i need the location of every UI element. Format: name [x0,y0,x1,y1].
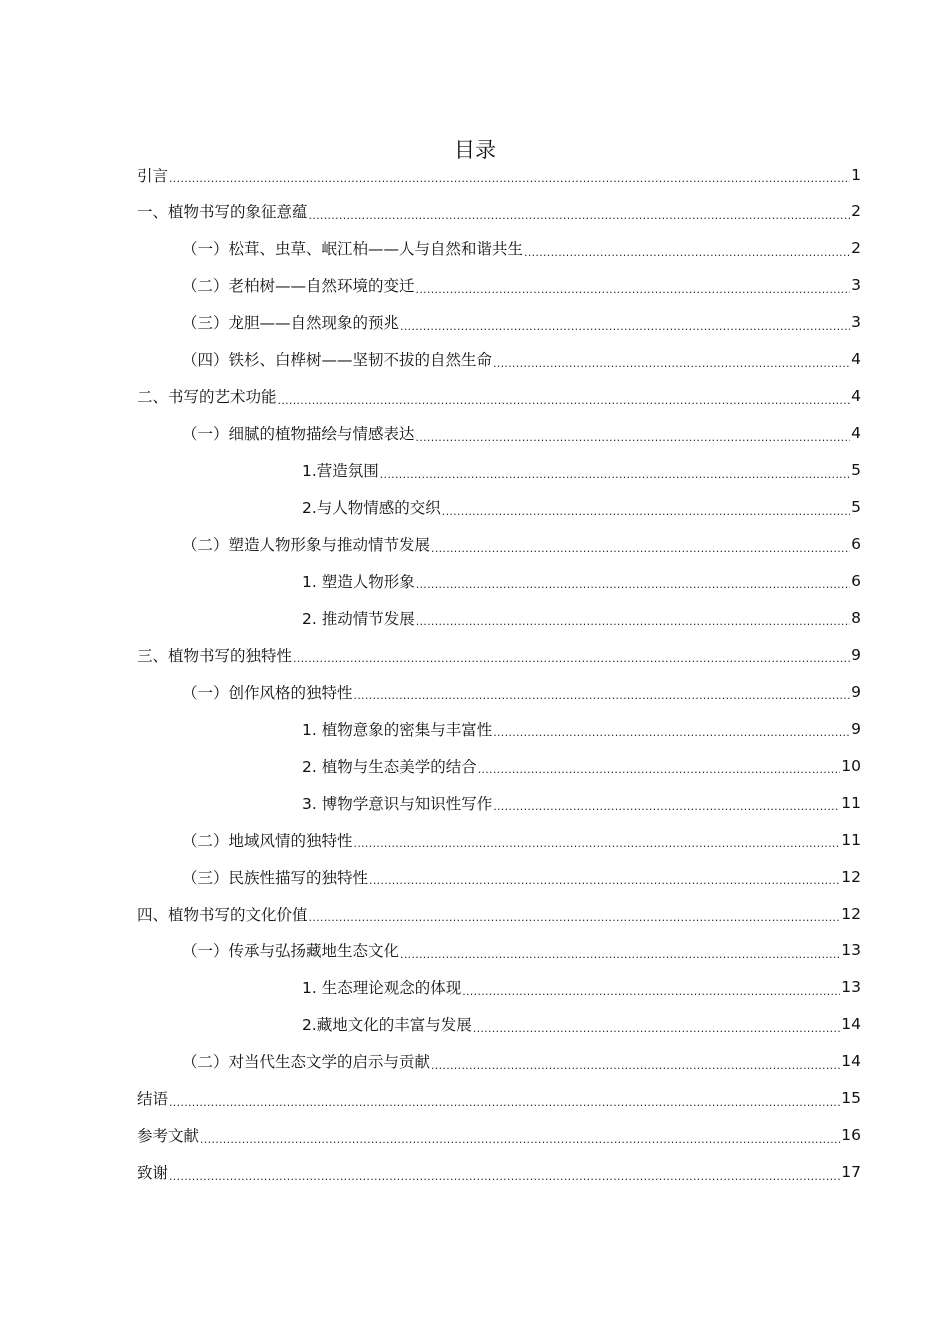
toc-dot-leader [200,1133,840,1146]
toc-entry-number: （三） [182,868,229,887]
toc-dot-leader [473,1022,840,1035]
toc-entry[interactable] [137,1043,861,1080]
toc-entry-title: 书写的艺术功能 [168,388,277,407]
toc-entry[interactable] [137,932,861,969]
toc-dot-leader [309,911,841,924]
toc-dot-leader [293,652,850,665]
toc-entry[interactable] [137,526,861,563]
toc-entry-title: 1. 植物意象的密集与丰富性 [302,720,493,739]
toc-entry-number: （二） [182,831,229,850]
toc-entry[interactable] [137,1117,861,1154]
toc-entry[interactable] [137,747,861,784]
toc-page-number: 17 [841,1163,861,1182]
toc-page-number: 10 [841,756,861,775]
toc-dot-leader [416,431,851,444]
toc-entry-number: 二、 [137,388,169,407]
toc-dot-leader [369,874,840,887]
toc-page-number: 12 [841,904,861,923]
toc-entry[interactable] [137,452,861,489]
toc-page-number: 4 [851,424,861,443]
toc-page-number: 5 [851,461,861,480]
toc-entry-title: 创作风格的独特性 [228,683,353,702]
toc-dot-leader [169,172,850,185]
toc-dot-leader [354,837,841,850]
toc-entry[interactable] [137,858,861,895]
toc-page-number: 16 [841,1126,861,1145]
toc-entry-title: （一）细腻的植物描绘与情感表达 [182,425,415,444]
toc-page-number: 9 [851,719,861,738]
toc-entry[interactable] [137,562,861,599]
toc-entry-title: 1.营造氛围 [302,462,379,481]
toc-page-number: 4 [851,350,861,369]
toc-page-number: 5 [851,498,861,517]
toc-entry-number: 一、 [137,203,169,222]
toc-entry-number: 四、 [137,905,169,924]
toc-entry[interactable] [137,304,861,341]
toc-dot-leader [400,948,840,961]
toc-entry[interactable] [137,1154,861,1191]
toc-entry[interactable] [137,710,861,747]
toc-entry-title: 2. 植物与生态美学的结合 [302,757,477,776]
toc-entry-title: 1. 生态理论观念的体现 [302,979,462,998]
toc-entry[interactable] [137,415,861,452]
toc-entry[interactable] [137,1006,861,1043]
toc-entry-number: （三） [182,314,229,333]
toc-entry[interactable] [137,784,861,821]
toc-dot-leader [309,209,851,222]
toc-entry-title: 3. 博物学意识与知识性写作 [302,794,493,813]
toc-entry-title: 龙胆——自然现象的预兆 [228,314,400,333]
toc-dot-leader [416,615,850,628]
toc-page-number: 13 [841,941,861,960]
toc-page-number: 6 [851,535,861,553]
toc-dot-leader [442,505,850,518]
toc-dot-leader [354,689,851,702]
toc-dot-leader [478,763,841,776]
toc-entry-title: 2. 推动情节发展 [302,609,415,628]
toc-entry[interactable] [137,636,861,673]
toc-dot-leader [400,320,850,333]
toc-entry[interactable] [137,267,861,304]
toc-dot-leader [380,468,850,481]
toc-page-number: 4 [851,387,861,406]
toc-entry-number: （一） [182,942,229,961]
toc-entry-number: （一） [182,683,229,702]
toc-entry[interactable] [137,969,861,1006]
toc-page-number: 1 [851,165,861,184]
toc-entry-title: 松茸、虫草、岷江柏——人与自然和谐共生 [228,240,524,259]
toc-page-number: 2 [851,239,861,258]
toc-entry-title: 植物书写的象征意蕴 [168,203,308,222]
toc-entry-title: 传承与弘扬藏地生态文化 [228,942,400,961]
toc-dot-leader [493,800,840,813]
toc-entry[interactable] [137,673,861,710]
toc-dot-leader [431,1059,840,1072]
toc-entry-title: 塑造人物形象与推动情节发展 [228,536,431,554]
toc-entry-title: 1. 塑造人物形象 [302,572,415,591]
toc-entry-title: 铁杉、白桦树——坚韧不拔的自然生命 [228,351,493,370]
toc-page-number: 3 [851,276,861,295]
toc-dot-leader [278,394,851,407]
toc-entry[interactable] [137,895,861,932]
toc-entry[interactable] [137,489,861,526]
toc-dot-leader [169,1096,840,1109]
toc-entry[interactable] [137,1080,861,1117]
toc-page-number: 8 [851,608,861,627]
toc-entry-title: （二）对当代生态文学的启示与贡献 [182,1053,431,1072]
toc-entry-number: （四） [182,351,229,370]
toc-entry-number: （二） [182,277,229,296]
toc-page-number: 15 [841,1089,861,1108]
toc-page-number: 3 [851,313,861,332]
toc-entry-title: 2.与人物情感的交织 [302,499,441,518]
toc-entry[interactable] [137,230,861,267]
toc-dot-leader [524,246,850,259]
toc-page-number: 14 [841,1015,861,1034]
toc-entry[interactable] [137,599,861,636]
toc-entry-number: 三、 [137,646,169,665]
toc-dot-leader [462,985,840,998]
toc-entry-number: （一） [182,240,229,259]
toc-entry-title: 参考文献 [137,1127,200,1146]
toc-page-number: 2 [851,202,861,221]
toc-page-number: 12 [841,867,861,886]
toc-entry-title: 地域风情的独特性 [228,831,353,850]
toc-page-number: 13 [841,978,861,997]
toc-page-number: 9 [851,682,861,701]
toc-entry[interactable] [137,156,861,193]
toc-dot-leader [493,357,850,370]
toc-dot-leader [416,283,851,296]
toc-dot-leader [493,726,850,739]
toc-entry-title: 致谢 [137,1164,169,1183]
toc-entry-title: 2.藏地文化的丰富与发展 [302,1016,472,1035]
toc-entry[interactable] [137,378,861,415]
toc-title: 目录 [454,138,496,162]
toc-entry-title: 结语 [137,1090,169,1109]
toc-page-number: 11 [841,830,861,849]
toc-dot-leader [431,542,850,555]
toc-entry-title: 植物书写的独特性 [168,646,293,665]
toc-entry-number: （二） [182,536,229,554]
toc-entry-title: 引言 [137,166,169,185]
toc-page-number: 6 [851,571,861,590]
toc-dot-leader [416,578,850,591]
toc-page-number: 14 [841,1052,861,1071]
toc-page-number: 9 [851,645,861,664]
toc-entry-title: 民族性描写的独特性 [228,868,369,887]
toc-dot-leader [169,1170,840,1183]
toc-page-number: 11 [841,793,861,812]
toc-entry-title: 老柏树——自然环境的变迁 [228,277,415,296]
toc-entry[interactable] [137,193,861,230]
toc-entry-title: 植物书写的文化价值 [168,905,308,924]
toc-entry[interactable] [137,341,861,378]
toc-entry[interactable] [137,821,861,858]
